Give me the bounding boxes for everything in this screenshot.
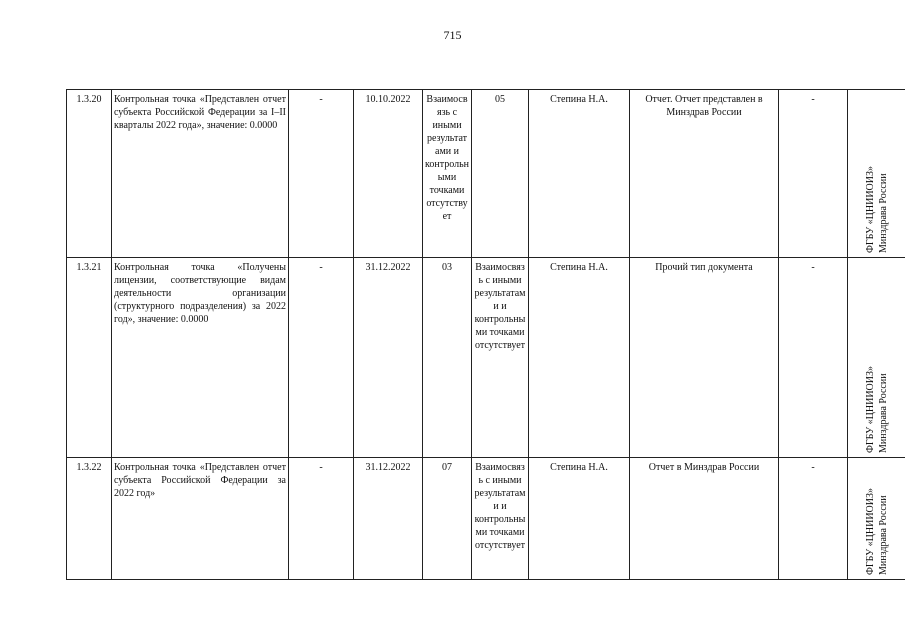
row-dash: -: [779, 458, 848, 580]
row-dash: -: [289, 458, 354, 580]
row-dash: -: [289, 258, 354, 458]
row-date: 31.12.2022: [354, 258, 423, 458]
row-level: 03: [423, 258, 472, 458]
row-result: Отчет. Отчет представлен в Минздрав России: [630, 90, 779, 258]
org-ministry: Минздрава России: [878, 373, 889, 453]
row-description: Контрольная точка «Представлен отчет субъекта Российской Федерации за 2022 год»: [112, 458, 289, 580]
control-points-table: [66, 89, 905, 580]
row-relation: Взаимосвязь с иными результатами и контрольными точками отсутствует: [472, 258, 529, 458]
org-name: ФГБУ «ЦНИИОИЗ»: [865, 488, 876, 575]
row-description: Контрольная точка «Получены лицензии, соответствующие видам деятельности организации (структурного подразделения) за 2022 год», значение: 0.0000: [112, 258, 289, 458]
org-name: ФГБУ «ЦНИИОИЗ»: [865, 166, 876, 253]
row-organization: [848, 258, 905, 458]
org-ministry: Минздрава России: [878, 173, 889, 253]
row-executor: Степина Н.А.: [529, 258, 630, 458]
row-result: Отчет в Минздрав России: [630, 458, 779, 580]
row-date: 10.10.2022: [354, 90, 423, 258]
row-date: 31.12.2022: [354, 458, 423, 580]
row-number: 1.3.20: [67, 90, 112, 258]
row-level: 07: [423, 458, 472, 580]
row-dash: -: [289, 90, 354, 258]
row-number: 1.3.21: [67, 258, 112, 458]
row-organization: [848, 458, 905, 580]
row-number: 1.3.22: [67, 458, 112, 580]
row-level: 05: [472, 90, 529, 258]
row-dash: -: [779, 90, 848, 258]
row-organization: [848, 90, 905, 258]
row-executor: Степина Н.А.: [529, 90, 630, 258]
row-result: Прочий тип документа: [630, 258, 779, 458]
org-ministry: Минздрава России: [878, 495, 889, 575]
table-row: [67, 258, 905, 458]
table-row: [67, 90, 905, 258]
row-relation: Взаимосвязь с иными результатами и контрольными точками отсутствует: [472, 458, 529, 580]
row-executor: Степина Н.А.: [529, 458, 630, 580]
page-number: 715: [443, 28, 462, 42]
row-description: Контрольная точка «Представлен отчет субъекта Российской Федерации за I–II кварталы 2022 года», значение: 0.0000: [112, 90, 289, 258]
table-row: [67, 458, 905, 580]
row-dash: -: [779, 258, 848, 458]
row-relation: Взаимосвязь с иными результатами и контрольными точками отсутствует: [423, 90, 472, 258]
org-name: ФГБУ «ЦНИИОИЗ»: [865, 366, 876, 453]
